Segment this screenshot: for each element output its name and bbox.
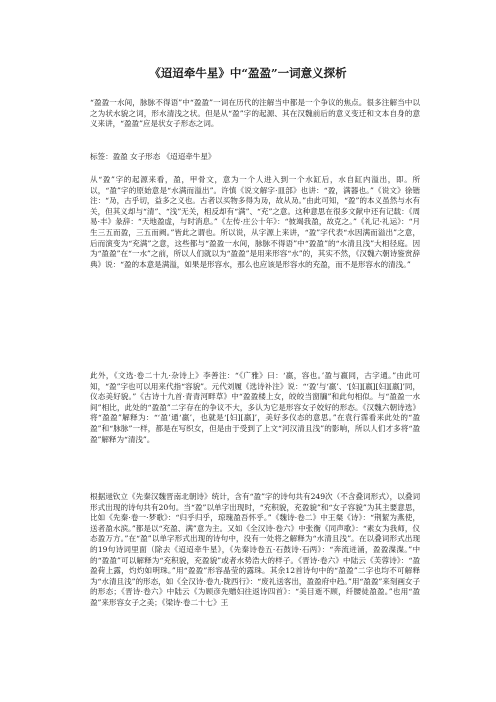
abstract-paragraph: “盈盈一水间，脉脉不得语”中“盈盈”一词在历代的注解当中都是一个争议的焦点。很多注解当中以之为状水貌之词，形水清浅之状。但是从“盈”字的起源、其在汉魏前后的意义变迁和文本自身的意义来讲，“盈盈”应是状女子形态之词。 bbox=[90, 98, 420, 129]
keywords-line: 标签：盈盈 女子形态 《迢迢牵牛星》 bbox=[90, 152, 216, 161]
document-title: 《迢迢牵牛星》中“盈盈”一词意义探析 bbox=[149, 66, 347, 80]
body-paragraph-2: 此外，《文选·卷二十九·杂诗上》李善注：“《广雅》曰：‘嬴，容也。’盈与嬴同，古字通。”由此可知，“盈”字也可以用来代指“容貌”。元代刘履《选诗补注》说：“‘盈’与‘嬴’、‘[妇][嬴][妇][嬴]’同，仪态美好貌。”《古诗十九首·青青河畔草》中“盈盈楼上女，皎皎当窗牖”和此句相似。与“盈盈一水间”相比，此处的“盈盈”二字存在的争议不大，多认为它是形容女子姣好的形态。《汉魏六朝诗选》将“盈盈”解释为：“‘盈’通‘嬴’，也就是‘[妇][嬴]’，美好多仪态的意思。”在袁行霈看来此处的“盈盈”和“脉脉”一样，都是在写织女，但是由于受到了上文“河汉清且浅”的影响，所以人们才多将“盈盈”解释为“清浅”。 bbox=[90, 371, 420, 444]
body-paragraph-3: 根据逯钦立《先秦汉魏晋南北朝诗》统计，含有“盈”字的诗句共有249次（不含叠词形式），以叠词形式出现的诗句共有20句。当“盈”以单字出现时，“充积貌，充盈貌”和“女子容貌”为其主要意思，比如《先秦·卷一·梦歌》：“归乎归乎，琼瑰盈吾怀乎。”《魏诗·卷二》中王粲《诗》：“荆絜为燕使，送者盈水滨。”都是以“充盈、满”意为主。又如《全汉诗·卷六》中张衡《同声歌》：“素女为我师，仪态盈万方。”在“盈”以单字形式出现的诗句中，没有一处将之解释为“水清且浅”。在以叠词形式出现的19句诗词里面（除去《迢迢牵牛星》，《先秦诗卷五·石鼓诗·石两》：“奔流迸涌，盈盈渫渫。”中的“盈盈”可以解释为“充积貌，充盈貌”或者水势浩大的样子。《晋诗·卷六》中陆云《芙蓉诗》：“盈盈荷上露，灼灼如明珠。”用“盈盈”形容晶莹的露珠。其余12首诗句中的“盈盈”二字也均不可解释为“水清且浅”的形态，如《全汉诗·卷九·陇西行》：“废礼送客出，盈盈府中趋。”用“盈盈”来刻画女子的形态；《晋诗·卷六》中陆云《为顾彦先赠妇往返诗四首》：“美目逝不顾，纤腰徒盈盈。”也用“盈盈”来形容女子之美；《梁诗·卷二十七》王 bbox=[90, 492, 420, 607]
body-paragraph-1: 从“盈”字的起源来看，盈，甲骨文，意为一个人进入到一个水缸后，水自缸内溢出，即。所以，“盈”字的原始意是“水满而溢出”。许慎《说文解字·皿部》也讲：“盈，满器也。”《说文》徐锴注：“夃，古乎切，益多之义也。古者以买物多得为夃，故从夃。”由此可知，“盈”的本义虽然与水有关，但其义却与“清”、“浅”无关，相反却有“满”、“充”之意。这种意思在很多文献中还有记载：《周易·丰》彖辞：“天地盈虚，与时消息。”《左传·庄公十年》：“彼竭我盈，故克之。”《礼记·礼运》：“月生三五而盈，三五而阙。”皆此之谓也。所以说，从字源上来讲，“盈”字代表“水因满而溢出”之意，后而演变为“充满”之意，这些都与“盈盈一水间，脉脉不得语”中“盈盈”的“水清且浅”大相径庭。因为“盈盈”在“一水”之前，所以人们就以为“盈盈”是用来形容“水”的，其实不然，《汉魏六朝诗鉴赏辞典》说：“盈的本意是满溢，如果是形容水，那么也应该是形容水的充盈，而不是形容水的清浅。” bbox=[90, 175, 420, 269]
